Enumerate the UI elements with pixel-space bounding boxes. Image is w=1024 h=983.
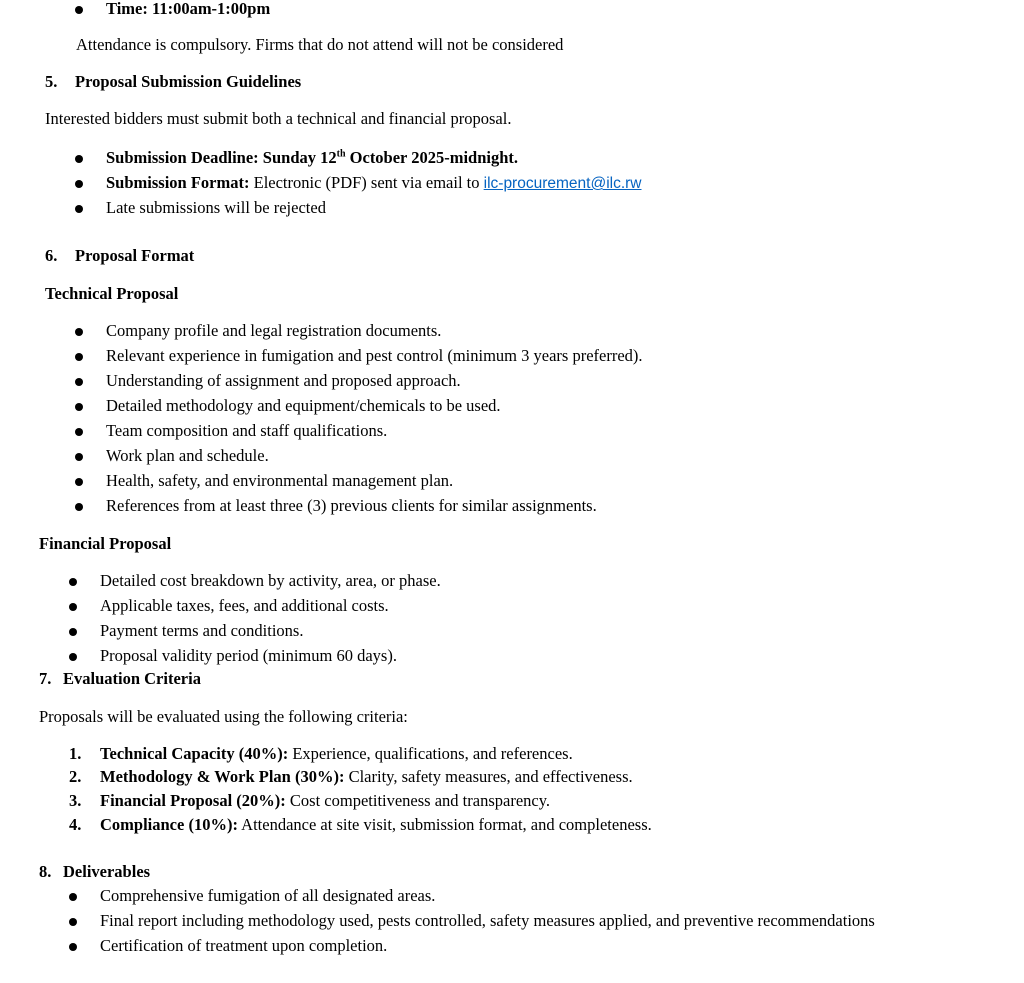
section-6-title: Proposal Format bbox=[75, 246, 195, 265]
section-6-number: 6. bbox=[45, 246, 58, 265]
bullet bbox=[75, 503, 83, 511]
criterion-number: 4. bbox=[69, 815, 82, 834]
bullet bbox=[69, 918, 77, 926]
bullet bbox=[75, 378, 83, 386]
submission-deadline: Submission Deadline: Sunday 12th October 2025-midnight. bbox=[106, 148, 519, 167]
bullet bbox=[75, 328, 83, 336]
deliverable-item: Comprehensive fumigation of all designated areas. bbox=[100, 886, 436, 905]
bullet bbox=[69, 943, 77, 951]
deliverable-item: Certification of treatment upon completion. bbox=[100, 936, 388, 955]
bullet bbox=[75, 155, 83, 163]
section-5-intro: Interested bidders must submit both a technical and financial proposal. bbox=[45, 109, 512, 128]
criterion-item: Financial Proposal (20%): Cost competitiveness and transparency. bbox=[100, 791, 551, 810]
financial-item: Applicable taxes, fees, and additional costs. bbox=[100, 596, 389, 615]
technical-item: Team composition and staff qualifications. bbox=[106, 421, 388, 440]
financial-item: Detailed cost breakdown by activity, area, or phase. bbox=[100, 571, 441, 590]
section-8-title: Deliverables bbox=[63, 862, 151, 881]
bullet bbox=[75, 353, 83, 361]
criterion-item: Compliance (10%): Attendance at site visit, submission format, and completeness. bbox=[100, 815, 652, 834]
technical-item: Health, safety, and environmental management plan. bbox=[106, 471, 454, 490]
technical-item: Relevant experience in fumigation and pest control (minimum 3 years preferred). bbox=[106, 346, 643, 365]
deliverable-item: Final report including methodology used, pests controlled, safety measures applied, and preventive recommendations bbox=[100, 911, 875, 930]
section-5-number: 5. bbox=[45, 72, 58, 91]
attendance-note: Attendance is compulsory. Firms that do not attend will not be considered bbox=[76, 35, 564, 54]
criterion-number: 2. bbox=[69, 767, 82, 786]
section-7-title: Evaluation Criteria bbox=[63, 669, 201, 688]
bullet bbox=[75, 478, 83, 486]
technical-proposal-heading: Technical Proposal bbox=[45, 284, 179, 303]
section-7-intro: Proposals will be evaluated using the following criteria: bbox=[39, 707, 408, 726]
technical-item: Detailed methodology and equipment/chemicals to be used. bbox=[106, 396, 501, 415]
bullet bbox=[75, 428, 83, 436]
criterion-item: Methodology & Work Plan (30%): Clarity, safety measures, and effectiveness. bbox=[100, 767, 633, 786]
email-link[interactable]: ilc-procurement@ilc.rw bbox=[483, 175, 642, 192]
criterion-number: 3. bbox=[69, 791, 82, 810]
bullet bbox=[75, 453, 83, 461]
bullet bbox=[75, 6, 83, 14]
financial-item: Proposal validity period (minimum 60 days). bbox=[100, 646, 397, 665]
section-5-title: Proposal Submission Guidelines bbox=[75, 72, 302, 91]
financial-item: Payment terms and conditions. bbox=[100, 621, 304, 640]
criterion-item: Technical Capacity (40%): Experience, qualifications, and references. bbox=[100, 744, 573, 763]
bullet bbox=[69, 603, 77, 611]
section-8-number: 8. bbox=[39, 862, 52, 881]
submission-format: Submission Format: Electronic (PDF) sent via email to ilc-procurement@ilc.rw bbox=[106, 173, 642, 192]
bullet bbox=[69, 893, 77, 901]
technical-item: Work plan and schedule. bbox=[106, 446, 269, 465]
criterion-number: 1. bbox=[69, 744, 82, 763]
bullet bbox=[75, 180, 83, 188]
bullet bbox=[75, 403, 83, 411]
technical-item: References from at least three (3) previous clients for similar assignments. bbox=[106, 496, 597, 515]
financial-proposal-heading: Financial Proposal bbox=[39, 534, 172, 553]
bullet bbox=[75, 205, 83, 213]
bullet bbox=[69, 653, 77, 661]
section-7-number: 7. bbox=[39, 669, 52, 688]
late-submissions-note: Late submissions will be rejected bbox=[106, 198, 326, 217]
technical-item: Company profile and legal registration documents. bbox=[106, 321, 442, 340]
bullet bbox=[69, 628, 77, 636]
technical-item: Understanding of assignment and proposed approach. bbox=[106, 371, 461, 390]
bullet bbox=[69, 578, 77, 586]
site-visit-time: Time: 11:00am-1:00pm bbox=[106, 0, 271, 18]
